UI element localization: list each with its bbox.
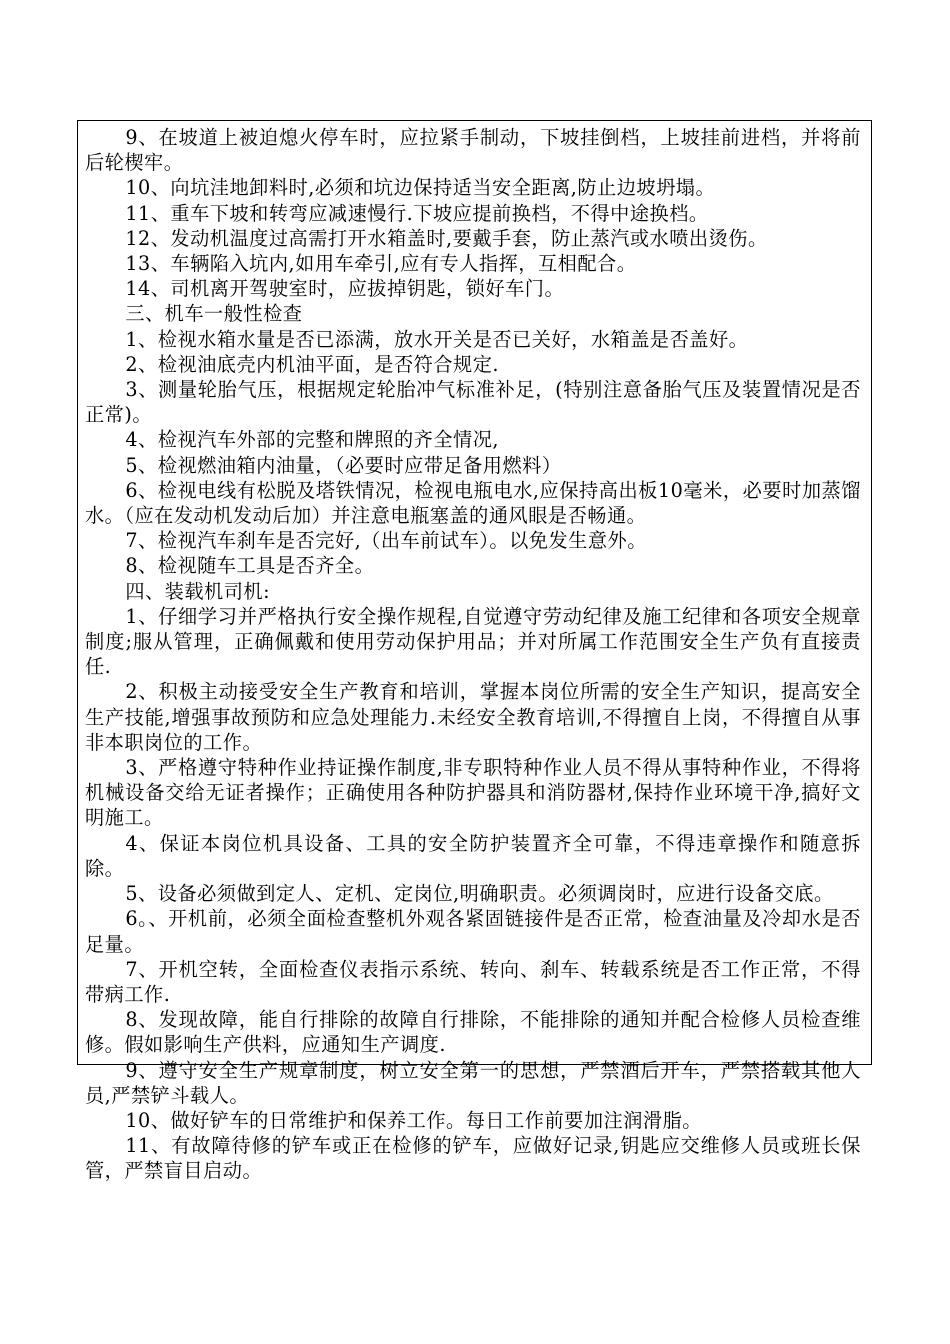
paragraph: 8、检视随车工具是否齐全。 <box>125 554 375 578</box>
document-frame <box>77 120 872 1183</box>
paragraph: 10、向坑洼地卸料时,必须和坑边保持适当安全距离,防止边坡坍塌。 <box>125 176 716 200</box>
paragraph: 6。、开机前，必须全面检查整机外观各紧固链接件是否正常，检查油量及冷却水是否足量。 <box>85 907 861 956</box>
paragraph: 4、保证本岗位机具设备、工具的安全防护装置齐全可靠，不得违章操作和随意拆除。 <box>85 831 861 880</box>
paragraph: 14、司机离开驾驶室时，应拔掉钥匙，锁好车门。 <box>125 277 565 301</box>
paragraph: 4、检视汽车外部的完整和牌照的齐全情况, <box>125 428 499 452</box>
paragraph: 10、做好铲车的日常维护和保养工作。每日工作前要加注润滑脂。 <box>125 1108 702 1132</box>
paragraph: 8、发现故障，能自行排除的故障自行排除，不能排除的通知并配合检修人员检查维修。假如影响生产供料，应通知生产调度. <box>85 1008 861 1057</box>
paragraph: 6、检视电线有松脱及塔铁情况，检视电瓶电水,应保持高出板10毫米，必要时加蒸馏水。（应在发动机发动后加）并注意电瓶塞盖的通风眼是否畅通。 <box>85 478 861 528</box>
paragraph: 7、开机空转，全面检查仪表指示系统、转向、刹车、转载系统是否工作正常，不得带病工作. <box>85 957 861 1006</box>
paragraph: 5、设备必须做到定人、定机、定岗位,明确职责。必须调岗时，应进行设备交底。 <box>125 882 834 906</box>
paragraph: 2、检视油底壳内机油平面，是否符合规定. <box>125 352 499 376</box>
paragraph: 9、遵守安全生产规章制度，树立安全第一的思想，严禁酒后开车，严禁搭载其他人员,严禁铲斗载人。 <box>85 1058 861 1107</box>
paragraph: 5、检视燃油箱内油量，（必要时应带足备用燃料） <box>125 453 562 477</box>
paragraph: 3、严格遵守特种作业持证操作制度,非专职特种作业人员不得从事特种作业，不得将机械设备交给无证者操作；正确使用各种防护器具和消防器材,保持作业环境干净,搞好文明施工。 <box>85 756 861 830</box>
paragraph: 1、仔细学习并严格执行安全操作规程,自觉遵守劳动纪律及施工纪律和各项安全规章制度;服从管理，正确佩戴和使用劳动保护用品；并对所属工作范围安全生产负有直接责任. <box>85 604 861 679</box>
section-heading: 三、机车一般性检查 <box>125 302 303 326</box>
paragraph: 12、发动机温度过高需打开水箱盖时,要戴手套，防止蒸汽或水喷出烫伤。 <box>125 226 768 250</box>
paragraph: 7、检视汽车刹车是否完好,（出车前试车）。以免发生意外。 <box>125 529 647 553</box>
paragraph: 11、重车下坡和转弯应减速慢行.下坡应提前换档，不得中途换档。 <box>125 201 709 225</box>
paragraph: 3、测量轮胎气压，根据规定轮胎冲气标准补足，(特别注意备胎气压及装置情况是否正常)。 <box>85 378 861 427</box>
paragraph: 9、在坡道上被迫熄火停车时，应拉紧手制动，下坡挂倒档，上坡挂前进档，并将前后轮楔牢。 <box>85 126 861 175</box>
section-heading: 四、装载机司机: <box>125 579 271 603</box>
paragraph: 13、车辆陷入坑内,如用车牵引,应有专人指挥，互相配合。 <box>125 252 637 276</box>
paragraph: 11、有故障待修的铲车或正在检修的铲车，应做好记录,钥匙应交维修人员或班长保管，严禁盲目启动。 <box>85 1134 861 1183</box>
paragraph: 1、检视水箱水量是否已添满，放水开关是否已关好，水箱盖是否盖好。 <box>125 327 749 351</box>
paragraph: 2、积极主动接受安全生产教育和培训，掌握本岗位所需的安全生产知识，提高安全生产技能,增强事故预防和应急处理能力.未经安全教育培训,不得擅自上岗，不得擅自从事非本职岗位的工作。 <box>85 680 861 754</box>
